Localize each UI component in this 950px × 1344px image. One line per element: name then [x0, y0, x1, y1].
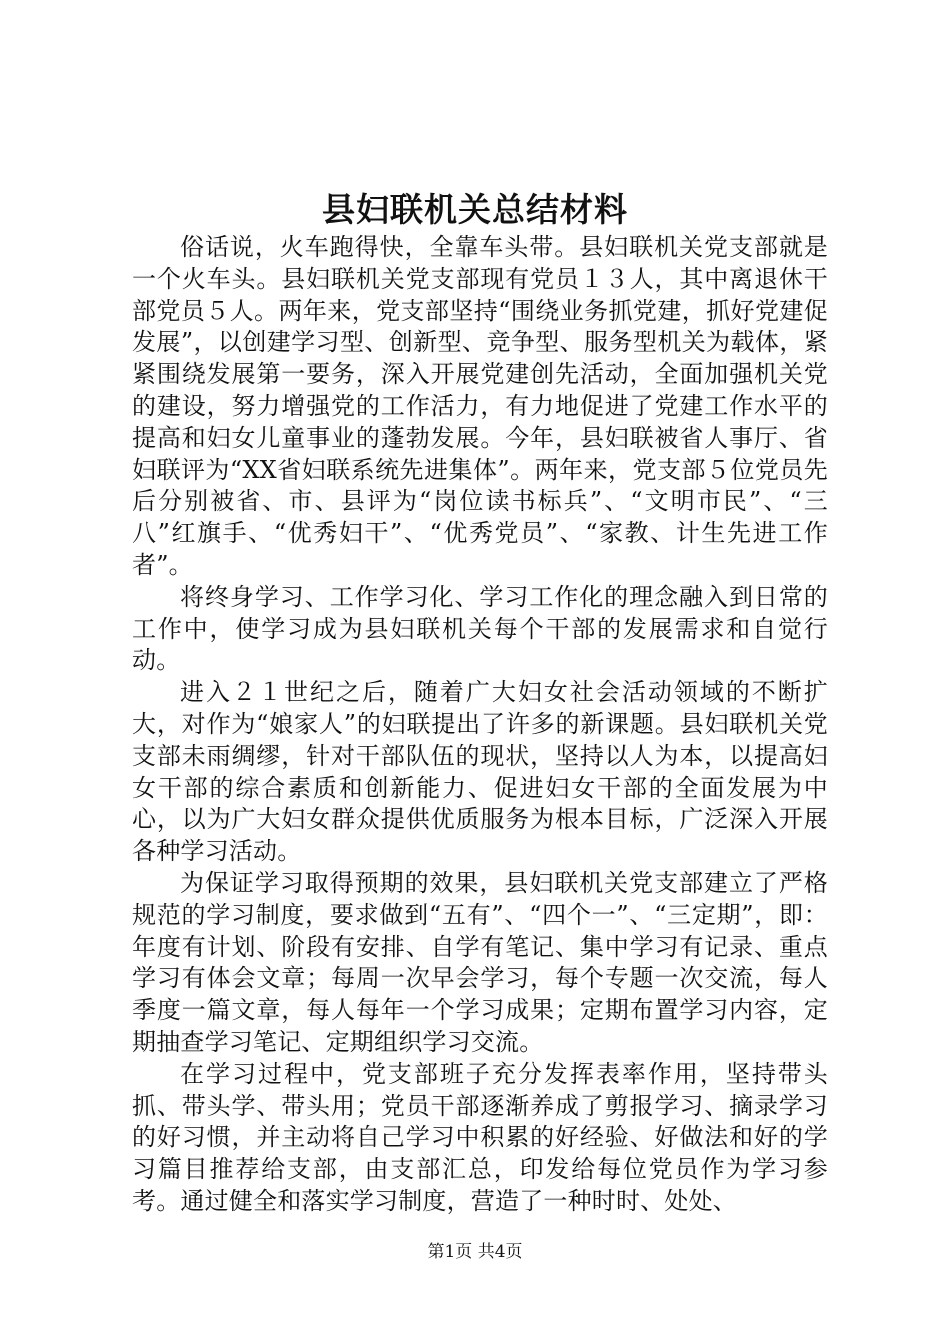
document-body: [132, 232, 828, 1218]
paragraph: 俗话说，火车跑得快，全靠车头带。县妇联机关党支部就是一个火车头。县妇联机关党支部现有党员１３人，其中离退休干部党员５人。两年来，党支部坚持“围绕业务抓党建，抓好党建促发展”，以创建学习型、创新型、竞争型、服务型机关为载体，紧紧围绕发展第一要务，深入开展党建创先活动，全面加强机关党的建设，努力增强党的工作活力，有力地促进了党建工作水平的提高和妇女儿童事业的蓬勃发展。今年，县妇联被省人事厅、省妇联评为“XX省妇联系统先进集体”。两年来，党支部５位党员先后分别被省、市、县评为“岗位读书标兵”、“文明市民”、“三八”红旗手、“优秀妇干”、“优秀党员”、“家教、计生先进工作者”。: [132, 233, 828, 579]
document-title: 县妇联机关总结材料: [322, 190, 628, 229]
paragraph: 进入２１世纪之后，随着广大妇女社会活动领域的不断扩大，对作为“娘家人”的妇联提出了许多的新课题。县妇联机关党支部未雨绸缪，针对干部队伍的现状，坚持以人为本，以提高妇女干部的综合素质和创新能力、促进妇女干部的全面发展为中心，以为广大妇女群众提供优质服务为根本目标，广泛深入开展各种学习活动。: [132, 678, 828, 866]
paragraph: 在学习过程中，党支部班子充分发挥表率作用，坚持带头抓、带头学、带头用；党员干部逐渐养成了剪报学习、摘录学习的好习惯，并主动将自己学习中积累的好经验、好做法和好的学习篇目推荐给支部，由支部汇总，印发给每位党员作为学习参考。通过健全和落实学习制度，营造了一种时时、处处、: [132, 1059, 828, 1215]
page-footer: 第1页 共4页: [427, 1242, 523, 1262]
paragraph: 为保证学习取得预期的效果，县妇联机关党支部建立了严格规范的学习制度，要求做到“五有”、“四个一”、“三定期”，即：年度有计划、阶段有安排、自学有笔记、集中学习有记录、重点学习有体会文章；每周一次早会学习，每个专题一次交流，每人季度一篇文章，每人每年一个学习成果；定期布置学习内容，定期抽查学习笔记、定期组织学习交流。: [132, 868, 828, 1056]
paragraph: 将终身学习、工作学习化、学习工作化的理念融入到日常的工作中，使学习成为县妇联机关每个干部的发展需求和自觉行动。: [132, 582, 828, 675]
